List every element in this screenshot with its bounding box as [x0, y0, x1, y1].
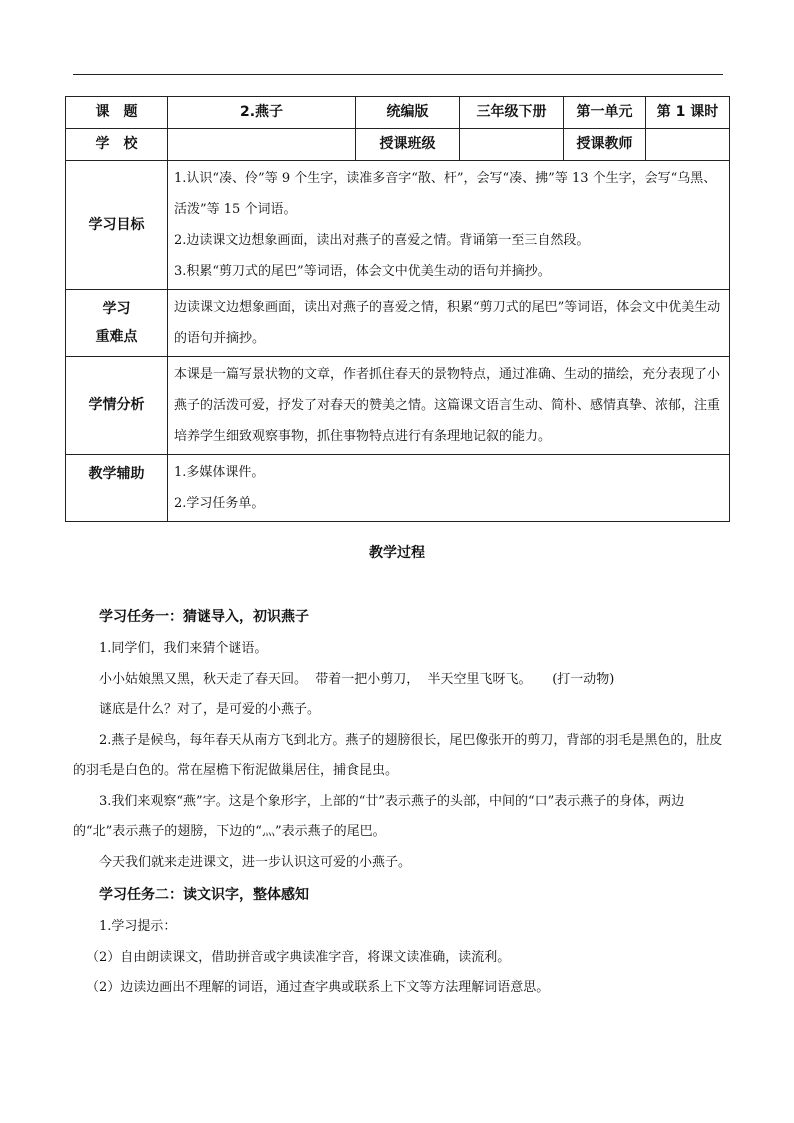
teacher-label: 授课教师: [564, 129, 646, 161]
table-row: [66, 455, 730, 522]
analysis-label: 学情分析: [66, 357, 168, 455]
header-rule: [73, 74, 723, 75]
goal-line: 2.边读课文边想象画面，读出对燕子的喜爱之情。背诵第一至三自然段。: [174, 233, 590, 248]
table-row: [66, 129, 730, 161]
aid-line: 2.学习任务单。: [174, 496, 265, 511]
table-row: [66, 97, 730, 129]
topic-label: 课 题: [66, 97, 168, 129]
paragraph: 2.燕子是候鸟，每年春天从南方飞到北方。燕子的翅膀很长，尾巴像张开的剪刀，背部的羽毛是黑色的，肚皮的羽毛是白色的。常在屋檐下衔泥做巢居住，捕食昆虫。: [73, 732, 723, 778]
paragraph: （2）边读边画出不理解的词语，通过查字典或联系上下文等方法理解词语意思。: [86, 980, 550, 995]
paragraph: 3.我们来观察“燕”字。这是个象形字，上部的“廿”表示燕子的头部，中间的“口”表示燕子的身体，两边的“北”表示燕子的翅膀，下边的“灬”表示燕子的尾巴。: [73, 793, 685, 839]
process-body: [73, 600, 727, 1004]
goals-content: [168, 161, 730, 290]
goal-line: 1.认识“凑、伶”等 9 个生字，读准多音字“散、杆”，会写“凑、拂”等 13 个生字，会写“乌黑、活泼”等 15 个词语。: [174, 171, 717, 217]
paragraph: 1.学习提示：: [99, 919, 177, 934]
key-label-line2: 重难点: [95, 329, 138, 345]
aids-label: 教学辅助: [66, 455, 168, 522]
process-title: 教学过程: [369, 545, 425, 561]
paragraph: 今天我们就来走进课文，进一步认识这可爱的小燕子。: [99, 854, 412, 870]
table-row: [66, 357, 730, 455]
aid-line: 1.多媒体课件。: [174, 465, 265, 480]
analysis-content: [168, 357, 730, 455]
goals-label: 学习目标: [66, 161, 168, 290]
aids-content: [168, 455, 730, 522]
lesson-info-table: [65, 96, 730, 522]
school-value: [168, 129, 356, 161]
task2-heading: 学习任务二：读文识字，整体感知: [99, 887, 309, 903]
goal-line: 3.积累“剪刀式的尾巴”等词语，体会文中优美生动的语句并摘抄。: [174, 264, 551, 279]
key-points-content: [168, 290, 730, 357]
paragraph: 1.同学们，我们来猜个谜语。: [99, 641, 268, 656]
period: 第 1 课时: [646, 97, 730, 129]
teacher-value: [646, 129, 730, 161]
paragraph: （2）自由朗读课文，借助拼音或字典读准字音，将课文读准确，读流利。: [86, 949, 511, 965]
key-text: 边读课文边想象画面，读出对燕子的喜爱之情，积累“剪刀式的尾巴”等词语，体会文中优美生动的语句并摘抄。: [174, 300, 721, 346]
edition: 统编版: [356, 97, 460, 129]
paragraph: 谜底是什么？对了，是可爱的小燕子。: [99, 702, 321, 717]
table-row: [66, 161, 730, 290]
analysis-text: 本课是一篇写景状物的文章，作者抓住春天的景物特点，通过准确、生动的描绘，充分表现了小燕子的活泼可爱，抒发了对春天的赞美之情。这篇课文语言生动、简朴、感情真挚、浓郁，注重培养学生细致观察事物，抓住事物特点进行有条理地记叙的能力。: [174, 367, 721, 444]
riddle: 小小姑娘黑又黑，秋天走了春天回。 带着一把小剪刀， 半天空里飞呀飞。 (打一动物): [99, 671, 615, 687]
lesson-title: 2.燕子: [168, 97, 356, 129]
class-label: 授课班级: [356, 129, 460, 161]
key-label-line1: 学习: [102, 301, 131, 317]
unit: 第一单元: [564, 97, 646, 129]
table-row: [66, 290, 730, 357]
class-value: [460, 129, 564, 161]
school-label: 学 校: [66, 129, 168, 161]
grade: 三年级下册: [460, 97, 564, 129]
task1-heading: 学习任务一：猜谜导入，初识燕子: [99, 609, 309, 625]
key-points-label: [66, 290, 168, 357]
